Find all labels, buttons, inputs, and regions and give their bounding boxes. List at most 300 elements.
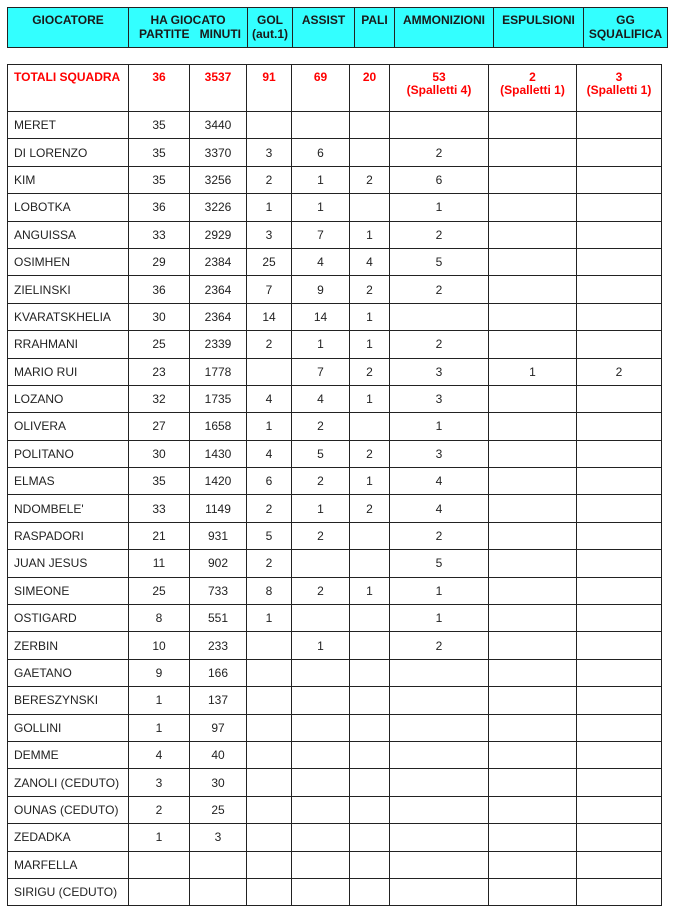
cell-amm (390, 112, 489, 139)
cell-name: RASPADORI (8, 522, 129, 549)
cell-gol: 4 (247, 440, 292, 467)
header-gol: GOL (aut.1) (248, 8, 293, 48)
table-row (8, 659, 662, 686)
cell-partite: 33 (129, 221, 190, 248)
cell-esp (489, 194, 577, 221)
cell-minuti: 733 (190, 577, 247, 604)
cell-amm (390, 687, 489, 714)
cell-gol (247, 824, 292, 851)
cell-amm: 4 (390, 495, 489, 522)
cell-pali (350, 139, 390, 166)
cell-minuti: 137 (190, 687, 247, 714)
cell-gg (577, 385, 662, 412)
cell-pali: 2 (350, 440, 390, 467)
cell-esp (489, 413, 577, 440)
cell-esp: 1 (489, 358, 577, 385)
cell-assist (292, 769, 350, 796)
totals-partite: 36 (129, 65, 190, 112)
header-pali: PALI (355, 8, 395, 48)
cell-gg (577, 112, 662, 139)
cell-assist (292, 824, 350, 851)
cell-esp (489, 577, 577, 604)
cell-gol: 3 (247, 139, 292, 166)
cell-minuti: 2384 (190, 248, 247, 275)
cell-partite: 9 (129, 659, 190, 686)
cell-gg (577, 878, 662, 905)
cell-esp (489, 878, 577, 905)
cell-name: SIMEONE (8, 577, 129, 604)
cell-pali: 2 (350, 495, 390, 522)
totals-espulsioni-note: (Spalletti 1) (500, 83, 565, 97)
cell-name: OUNAS (CEDUTO) (8, 796, 129, 823)
cell-pali (350, 824, 390, 851)
cell-partite: 36 (129, 276, 190, 303)
cell-name: GAETANO (8, 659, 129, 686)
cell-esp (489, 824, 577, 851)
cell-name: MARIO RUI (8, 358, 129, 385)
cell-partite: 3 (129, 769, 190, 796)
cell-name: SIRIGU (CEDUTO) (8, 878, 129, 905)
cell-gol: 2 (247, 166, 292, 193)
table-row (8, 550, 662, 577)
cell-amm (390, 303, 489, 330)
cell-pali (350, 194, 390, 221)
cell-name: NDOMBELE' (8, 495, 129, 522)
cell-gol: 6 (247, 468, 292, 495)
cell-esp (489, 166, 577, 193)
cell-gol (247, 878, 292, 905)
cell-gol: 4 (247, 385, 292, 412)
cell-assist: 6 (292, 139, 350, 166)
header-ammonizioni: AMMONIZIONI (395, 8, 494, 48)
cell-gg (577, 851, 662, 878)
cell-gol: 3 (247, 221, 292, 248)
table-row (8, 221, 662, 248)
cell-partite: 36 (129, 194, 190, 221)
cell-gol: 5 (247, 522, 292, 549)
cell-amm: 3 (390, 385, 489, 412)
cell-amm (390, 659, 489, 686)
cell-partite: 1 (129, 714, 190, 741)
table-row (8, 276, 662, 303)
table-row (8, 166, 662, 193)
cell-assist (292, 605, 350, 632)
cell-partite (129, 878, 190, 905)
cell-gol: 2 (247, 331, 292, 358)
cell-gg (577, 440, 662, 467)
cell-partite: 10 (129, 632, 190, 659)
cell-pali: 2 (350, 276, 390, 303)
cell-gol (247, 632, 292, 659)
cell-amm: 4 (390, 468, 489, 495)
cell-amm: 3 (390, 358, 489, 385)
table-row (8, 522, 662, 549)
cell-minuti (190, 878, 247, 905)
cell-partite: 30 (129, 303, 190, 330)
header-table (7, 7, 668, 48)
cell-esp (489, 605, 577, 632)
table-row (8, 796, 662, 823)
cell-minuti: 1735 (190, 385, 247, 412)
cell-partite: 35 (129, 139, 190, 166)
cell-partite: 21 (129, 522, 190, 549)
totals-minuti: 3537 (190, 65, 247, 112)
cell-gg: 2 (577, 358, 662, 385)
cell-gg (577, 714, 662, 741)
cell-partite (129, 851, 190, 878)
cell-esp (489, 303, 577, 330)
header-gg-squalifica: GG SQUALIFICA (584, 8, 668, 48)
cell-esp (489, 468, 577, 495)
cell-gol (247, 687, 292, 714)
table-row (8, 851, 662, 878)
cell-pali (350, 714, 390, 741)
cell-gg (577, 632, 662, 659)
table-row (8, 577, 662, 604)
table-row (8, 385, 662, 412)
cell-name: OLIVERA (8, 413, 129, 440)
cell-gg (577, 166, 662, 193)
cell-esp (489, 550, 577, 577)
table-row (8, 632, 662, 659)
cell-gg (577, 413, 662, 440)
cell-amm (390, 851, 489, 878)
cell-gg (577, 577, 662, 604)
table-row (8, 687, 662, 714)
cell-name: MERET (8, 112, 129, 139)
cell-esp (489, 769, 577, 796)
totals-ammonizioni-note: (Spalletti 4) (406, 83, 472, 97)
cell-name: OSIMHEN (8, 248, 129, 275)
cell-esp (489, 851, 577, 878)
totals-pali: 20 (350, 65, 390, 112)
cell-assist (292, 550, 350, 577)
cell-name: ELMAS (8, 468, 129, 495)
header-minuti: MINUTI (199, 27, 241, 41)
table-row (8, 331, 662, 358)
cell-amm: 1 (390, 413, 489, 440)
cell-gol: 2 (247, 550, 292, 577)
cell-assist: 4 (292, 248, 350, 275)
cell-amm: 2 (390, 632, 489, 659)
stats-table (7, 64, 662, 906)
cell-pali (350, 632, 390, 659)
totals-ammonizioni: 53 (Spalletti 4) (390, 65, 489, 112)
cell-esp (489, 741, 577, 768)
cell-minuti (190, 851, 247, 878)
table-row (8, 248, 662, 275)
table-row (8, 468, 662, 495)
cell-pali (350, 112, 390, 139)
cell-amm (390, 741, 489, 768)
cell-partite: 35 (129, 166, 190, 193)
cell-partite: 25 (129, 577, 190, 604)
cell-gg (577, 468, 662, 495)
cell-esp (489, 714, 577, 741)
cell-amm: 1 (390, 605, 489, 632)
cell-minuti: 551 (190, 605, 247, 632)
cell-amm: 6 (390, 166, 489, 193)
cell-pali: 4 (350, 248, 390, 275)
cell-name: BERESZYNSKI (8, 687, 129, 714)
cell-amm (390, 878, 489, 905)
cell-gg (577, 139, 662, 166)
cell-pali (350, 522, 390, 549)
header-giocatore: GIOCATORE (8, 8, 129, 48)
cell-amm: 3 (390, 440, 489, 467)
cell-minuti: 2929 (190, 221, 247, 248)
cell-gol (247, 796, 292, 823)
cell-partite: 35 (129, 112, 190, 139)
cell-pali (350, 796, 390, 823)
cell-partite: 8 (129, 605, 190, 632)
cell-name: MARFELLA (8, 851, 129, 878)
header-espulsioni: ESPULSIONI (494, 8, 584, 48)
cell-gg (577, 796, 662, 823)
cell-minuti: 2364 (190, 276, 247, 303)
cell-gol (247, 851, 292, 878)
cell-gg (577, 495, 662, 522)
cell-assist (292, 741, 350, 768)
cell-partite: 25 (129, 331, 190, 358)
header-partite: PARTITE (139, 27, 190, 41)
cell-amm: 1 (390, 194, 489, 221)
table-row (8, 303, 662, 330)
cell-pali: 1 (350, 221, 390, 248)
table-row (8, 714, 662, 741)
cell-assist: 1 (292, 495, 350, 522)
table-row (8, 495, 662, 522)
header-gol-note: (aut.1) (252, 27, 288, 41)
cell-assist (292, 714, 350, 741)
table-row (8, 440, 662, 467)
cell-name: JUAN JESUS (8, 550, 129, 577)
cell-assist: 1 (292, 194, 350, 221)
cell-partite: 1 (129, 687, 190, 714)
cell-name: RRAHMANI (8, 331, 129, 358)
cell-name: LOZANO (8, 385, 129, 412)
table-row (8, 824, 662, 851)
cell-gol: 1 (247, 194, 292, 221)
cell-esp (489, 276, 577, 303)
cell-gg (577, 522, 662, 549)
cell-assist: 7 (292, 221, 350, 248)
cell-pali (350, 878, 390, 905)
cell-minuti: 25 (190, 796, 247, 823)
cell-minuti: 902 (190, 550, 247, 577)
cell-minuti: 1420 (190, 468, 247, 495)
header-row (8, 8, 668, 48)
cell-partite: 32 (129, 385, 190, 412)
totals-gol: 91 (247, 65, 292, 112)
cell-partite: 29 (129, 248, 190, 275)
cell-amm (390, 769, 489, 796)
cell-amm: 5 (390, 550, 489, 577)
cell-gol: 7 (247, 276, 292, 303)
cell-minuti: 1658 (190, 413, 247, 440)
cell-assist: 2 (292, 522, 350, 549)
cell-esp (489, 440, 577, 467)
table-row (8, 605, 662, 632)
cell-name: LOBOTKA (8, 194, 129, 221)
cell-esp (489, 796, 577, 823)
cell-minuti: 30 (190, 769, 247, 796)
cell-name: ZANOLI (CEDUTO) (8, 769, 129, 796)
cell-partite: 33 (129, 495, 190, 522)
cell-esp (489, 659, 577, 686)
cell-name: DEMME (8, 741, 129, 768)
cell-pali: 2 (350, 358, 390, 385)
cell-amm (390, 714, 489, 741)
cell-amm: 2 (390, 331, 489, 358)
cell-name: ZIELINSKI (8, 276, 129, 303)
cell-assist (292, 878, 350, 905)
cell-pali: 1 (350, 331, 390, 358)
cell-esp (489, 687, 577, 714)
cell-name: OSTIGARD (8, 605, 129, 632)
cell-name: ZEDADKA (8, 824, 129, 851)
cell-assist: 1 (292, 166, 350, 193)
cell-assist (292, 112, 350, 139)
cell-partite: 11 (129, 550, 190, 577)
cell-assist: 1 (292, 331, 350, 358)
header-assist: ASSIST (293, 8, 355, 48)
cell-gol (247, 714, 292, 741)
cell-gg (577, 221, 662, 248)
cell-minuti: 2339 (190, 331, 247, 358)
cell-minuti: 1430 (190, 440, 247, 467)
totals-squalifica-note: (Spalletti 1) (586, 83, 652, 97)
totals-squalifica: 3 (Spalletti 1) (577, 65, 662, 112)
cell-assist (292, 659, 350, 686)
cell-gg (577, 824, 662, 851)
cell-esp (489, 385, 577, 412)
cell-amm (390, 824, 489, 851)
cell-esp (489, 248, 577, 275)
table-row (8, 741, 662, 768)
cell-name: KVARATSKHELIA (8, 303, 129, 330)
cell-partite: 2 (129, 796, 190, 823)
cell-name: ZERBIN (8, 632, 129, 659)
cell-assist: 7 (292, 358, 350, 385)
cell-gol (247, 659, 292, 686)
header-squalifica: SQUALIFICA (588, 27, 663, 41)
cell-name: KIM (8, 166, 129, 193)
cell-minuti: 97 (190, 714, 247, 741)
cell-minuti: 1778 (190, 358, 247, 385)
cell-minuti: 3370 (190, 139, 247, 166)
cell-assist: 14 (292, 303, 350, 330)
totals-espulsioni: 2 (Spalletti 1) (489, 65, 577, 112)
cell-gg (577, 659, 662, 686)
cell-gol (247, 769, 292, 796)
cell-gg (577, 276, 662, 303)
cell-pali (350, 659, 390, 686)
cell-gg (577, 741, 662, 768)
cell-pali: 1 (350, 303, 390, 330)
table-row (8, 358, 662, 385)
cell-gol: 25 (247, 248, 292, 275)
table-row (8, 194, 662, 221)
cell-assist (292, 687, 350, 714)
cell-minuti: 40 (190, 741, 247, 768)
cell-amm: 1 (390, 577, 489, 604)
cell-gg (577, 769, 662, 796)
cell-assist: 5 (292, 440, 350, 467)
cell-pali (350, 413, 390, 440)
cell-minuti: 2364 (190, 303, 247, 330)
cell-pali (350, 550, 390, 577)
cell-amm: 5 (390, 248, 489, 275)
cell-gg (577, 194, 662, 221)
cell-name: DI LORENZO (8, 139, 129, 166)
cell-assist: 2 (292, 577, 350, 604)
cell-gol: 1 (247, 605, 292, 632)
cell-partite: 23 (129, 358, 190, 385)
cell-assist (292, 796, 350, 823)
cell-partite: 27 (129, 413, 190, 440)
cell-partite: 1 (129, 824, 190, 851)
cell-minuti: 233 (190, 632, 247, 659)
cell-esp (489, 495, 577, 522)
cell-amm (390, 796, 489, 823)
cell-gg (577, 550, 662, 577)
header-ha-giocato (129, 8, 248, 48)
cell-pali (350, 741, 390, 768)
cell-partite: 35 (129, 468, 190, 495)
cell-gol: 2 (247, 495, 292, 522)
cell-esp (489, 221, 577, 248)
cell-esp (489, 331, 577, 358)
cell-amm: 2 (390, 522, 489, 549)
cell-name: GOLLINI (8, 714, 129, 741)
cell-assist (292, 851, 350, 878)
cell-amm: 2 (390, 139, 489, 166)
cell-amm: 2 (390, 221, 489, 248)
cell-esp (489, 139, 577, 166)
cell-partite: 30 (129, 440, 190, 467)
cell-esp (489, 632, 577, 659)
cell-esp (489, 112, 577, 139)
cell-gol: 14 (247, 303, 292, 330)
cell-gol: 8 (247, 577, 292, 604)
cell-gol: 1 (247, 413, 292, 440)
cell-partite: 4 (129, 741, 190, 768)
table-row (8, 413, 662, 440)
cell-minuti: 3226 (190, 194, 247, 221)
table-row (8, 878, 662, 905)
cell-gg (577, 303, 662, 330)
cell-name: ANGUISSA (8, 221, 129, 248)
cell-minuti: 166 (190, 659, 247, 686)
totals-assist: 69 (292, 65, 350, 112)
cell-gg (577, 605, 662, 632)
cell-minuti: 1149 (190, 495, 247, 522)
cell-assist: 1 (292, 632, 350, 659)
cell-name: POLITANO (8, 440, 129, 467)
cell-assist: 2 (292, 413, 350, 440)
cell-pali: 2 (350, 166, 390, 193)
cell-pali (350, 687, 390, 714)
cell-pali (350, 851, 390, 878)
cell-pali: 1 (350, 468, 390, 495)
cell-gg (577, 248, 662, 275)
cell-amm: 2 (390, 276, 489, 303)
cell-gol (247, 741, 292, 768)
table-row (8, 139, 662, 166)
totals-label: TOTALI SQUADRA (8, 65, 129, 112)
cell-minuti: 3256 (190, 166, 247, 193)
